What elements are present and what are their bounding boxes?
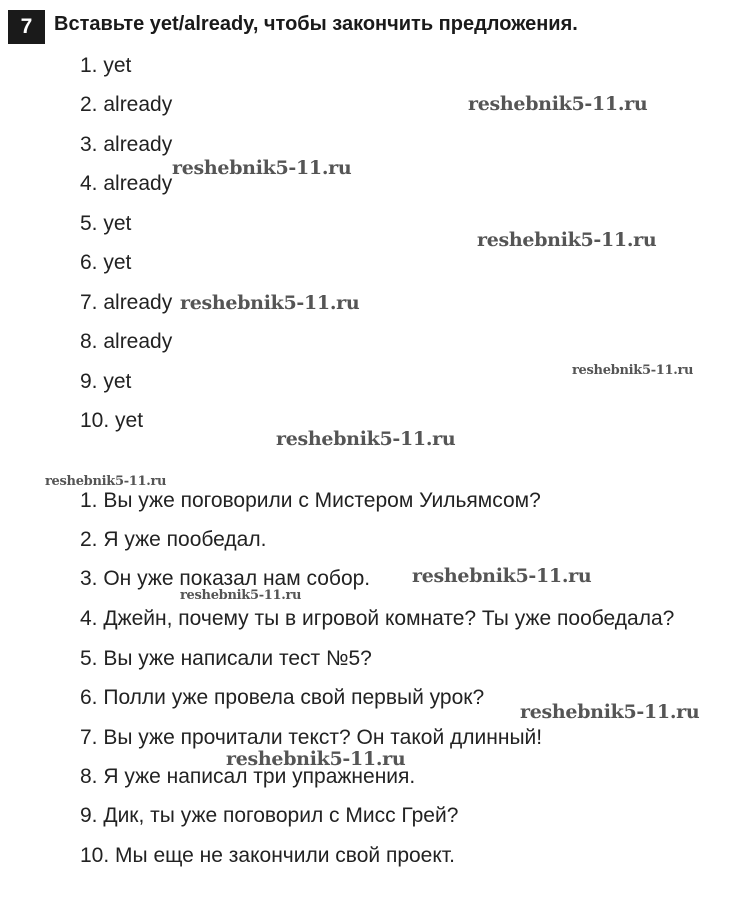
answer-item: 2. already xyxy=(80,93,173,116)
answer-item: 8. already xyxy=(80,330,173,353)
translation-item: 1. Вы уже поговорили с Мистером Уильямсом? xyxy=(80,489,541,512)
answer-item: 1. yet xyxy=(80,54,132,77)
watermark: reshebnik5-11.ru xyxy=(412,565,592,587)
watermark: reshebnik5-11.ru xyxy=(180,588,302,603)
translation-item: 5. Вы уже написали тест №5? xyxy=(80,647,372,670)
watermark: reshebnik5-11.ru xyxy=(468,93,648,115)
translation-item: 6. Полли уже провела свой первый урок? xyxy=(80,686,485,709)
watermark: reshebnik5-11.ru xyxy=(172,157,352,179)
answer-item: 6. yet xyxy=(80,251,132,274)
answer-item: 4. already xyxy=(80,172,173,195)
translation-item: 10. Мы еще не закончили свой проект. xyxy=(80,844,455,867)
watermark: reshebnik5-11.ru xyxy=(477,229,657,251)
watermark: reshebnik5-11.ru xyxy=(226,748,406,770)
translation-item: 9. Дик, ты уже поговорил с Мисс Грей? xyxy=(80,804,459,827)
watermark: reshebnik5-11.ru xyxy=(520,701,700,723)
watermark: reshebnik5-11.ru xyxy=(276,428,456,450)
translation-item: 3. Он уже показал нам собор. xyxy=(80,567,371,590)
watermark: reshebnik5-11.ru xyxy=(180,292,360,314)
answer-item: 3. already xyxy=(80,133,173,156)
translation-item: 4. Джейн, почему ты в игровой комнате? Ты уже пообедала? xyxy=(80,607,675,630)
exercise-instruction: Вставьте yet/already, чтобы закончить предложения. xyxy=(54,13,578,35)
translation-item: 8. Я уже написал три упражнения. xyxy=(80,765,416,788)
answer-item: 5. yet xyxy=(80,212,132,235)
answer-item: 7. already xyxy=(80,291,173,314)
translation-item: 7. Вы уже прочитали текст? Он такой длинный! xyxy=(80,726,543,749)
translation-item: 2. Я уже пообедал. xyxy=(80,528,267,551)
watermark: reshebnik5-11.ru xyxy=(572,363,694,378)
answer-item: 9. yet xyxy=(80,370,132,393)
exercise-number-badge: 7 xyxy=(8,10,45,44)
answer-item: 10. yet xyxy=(80,409,144,432)
watermark: reshebnik5-11.ru xyxy=(45,474,167,489)
